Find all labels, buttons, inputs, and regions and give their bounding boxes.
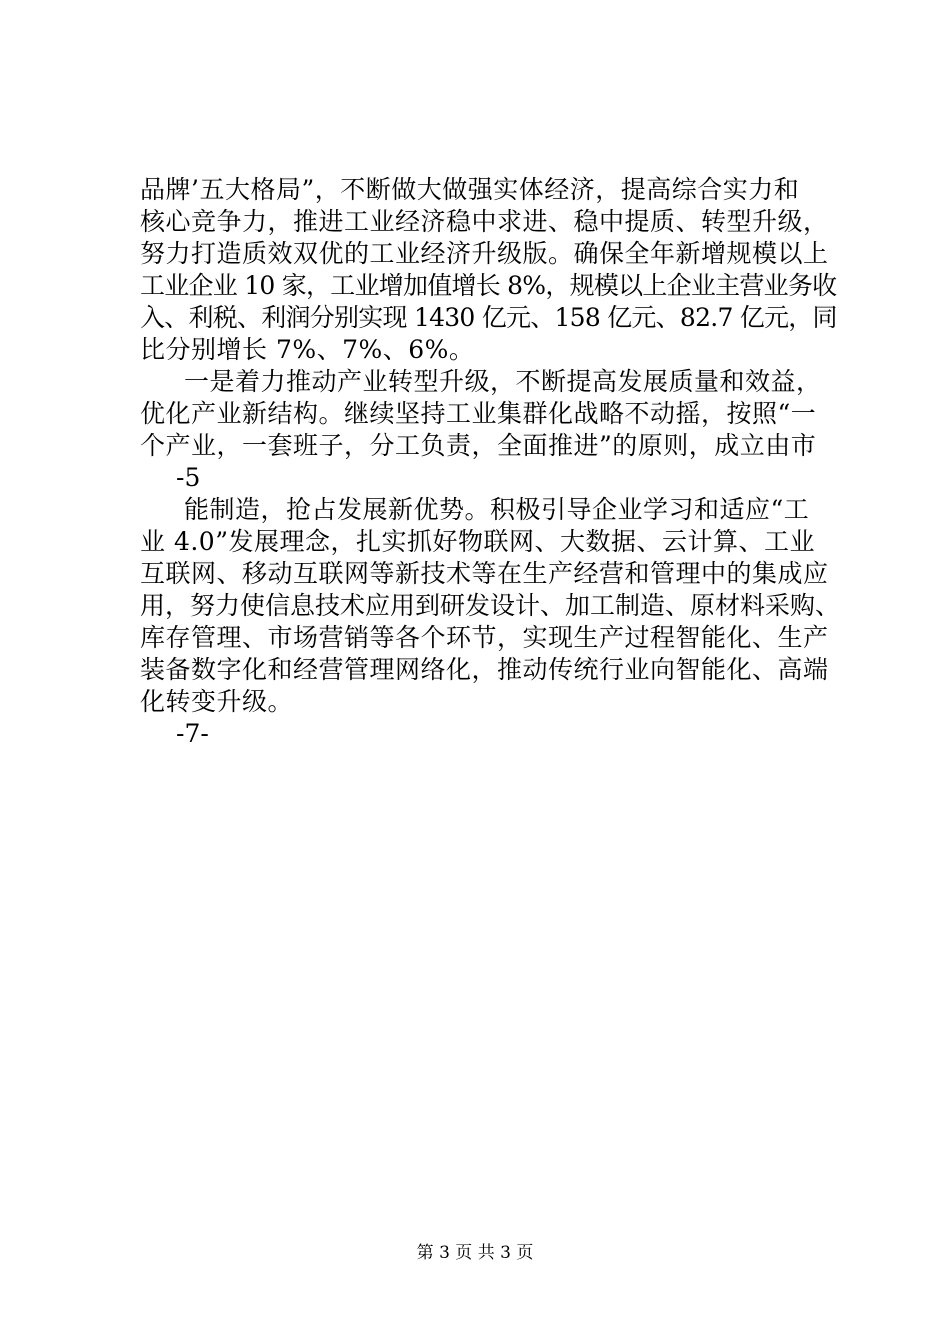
text-line: 品牌’五大格局”，不断做大做强实体经济，提高综合实力和 xyxy=(140,175,800,204)
text-line: 用，努力使信息技术应用到研发设计、加工制造、原材料采购、 xyxy=(140,591,841,620)
text-line: 核心竞争力，推进工业经济稳中求进、稳中提质、转型升级， xyxy=(140,207,829,236)
text-line: 能制造，抢占发展新优势。积极引导企业学习和适应“工 xyxy=(184,495,810,524)
text-line: 工业企业 10 家，工业增加值增长 8%，规模以上企业主营业务收 xyxy=(140,271,837,300)
text-line: 一是着力推动产业转型升级，不断提高发展质量和效益， xyxy=(184,367,822,396)
document-body xyxy=(140,174,840,750)
text-line: 库存管理、市场营销等各个环节，实现生产过程智能化、生产 xyxy=(140,623,829,652)
page-marker: -7- xyxy=(176,719,209,748)
text-line: 互联网、移动互联网等新技术等在生产经营和管理中的集成应 xyxy=(140,559,829,588)
text-line: 努力打造质效双优的工业经济升级版。确保全年新增规模以上 xyxy=(140,239,829,268)
page-footer: 第 3 页 共 3 页 xyxy=(416,1243,534,1263)
text-line: 个产业，一套班子，分工负责，全面推进”的原则，成立由市 xyxy=(140,431,817,460)
text-line: 业 4.0”发展理念，扎实抓好物联网、大数据、云计算、工业 xyxy=(140,527,815,556)
text-line: 装备数字化和经营管理网络化，推动传统行业向智能化、高端 xyxy=(140,655,829,684)
text-line: 优化产业新结构。继续坚持工业集群化战略不动摇，按照“一 xyxy=(140,399,817,428)
text-line: 化转变升级。 xyxy=(140,687,294,716)
text-line: 入、利税、利润分别实现 1430 亿元、158 亿元、82.7 亿元，同 xyxy=(140,303,837,332)
text-line: 比分别增长 7%、7%、6%。 xyxy=(140,335,475,364)
page-marker: -5 xyxy=(176,463,201,492)
